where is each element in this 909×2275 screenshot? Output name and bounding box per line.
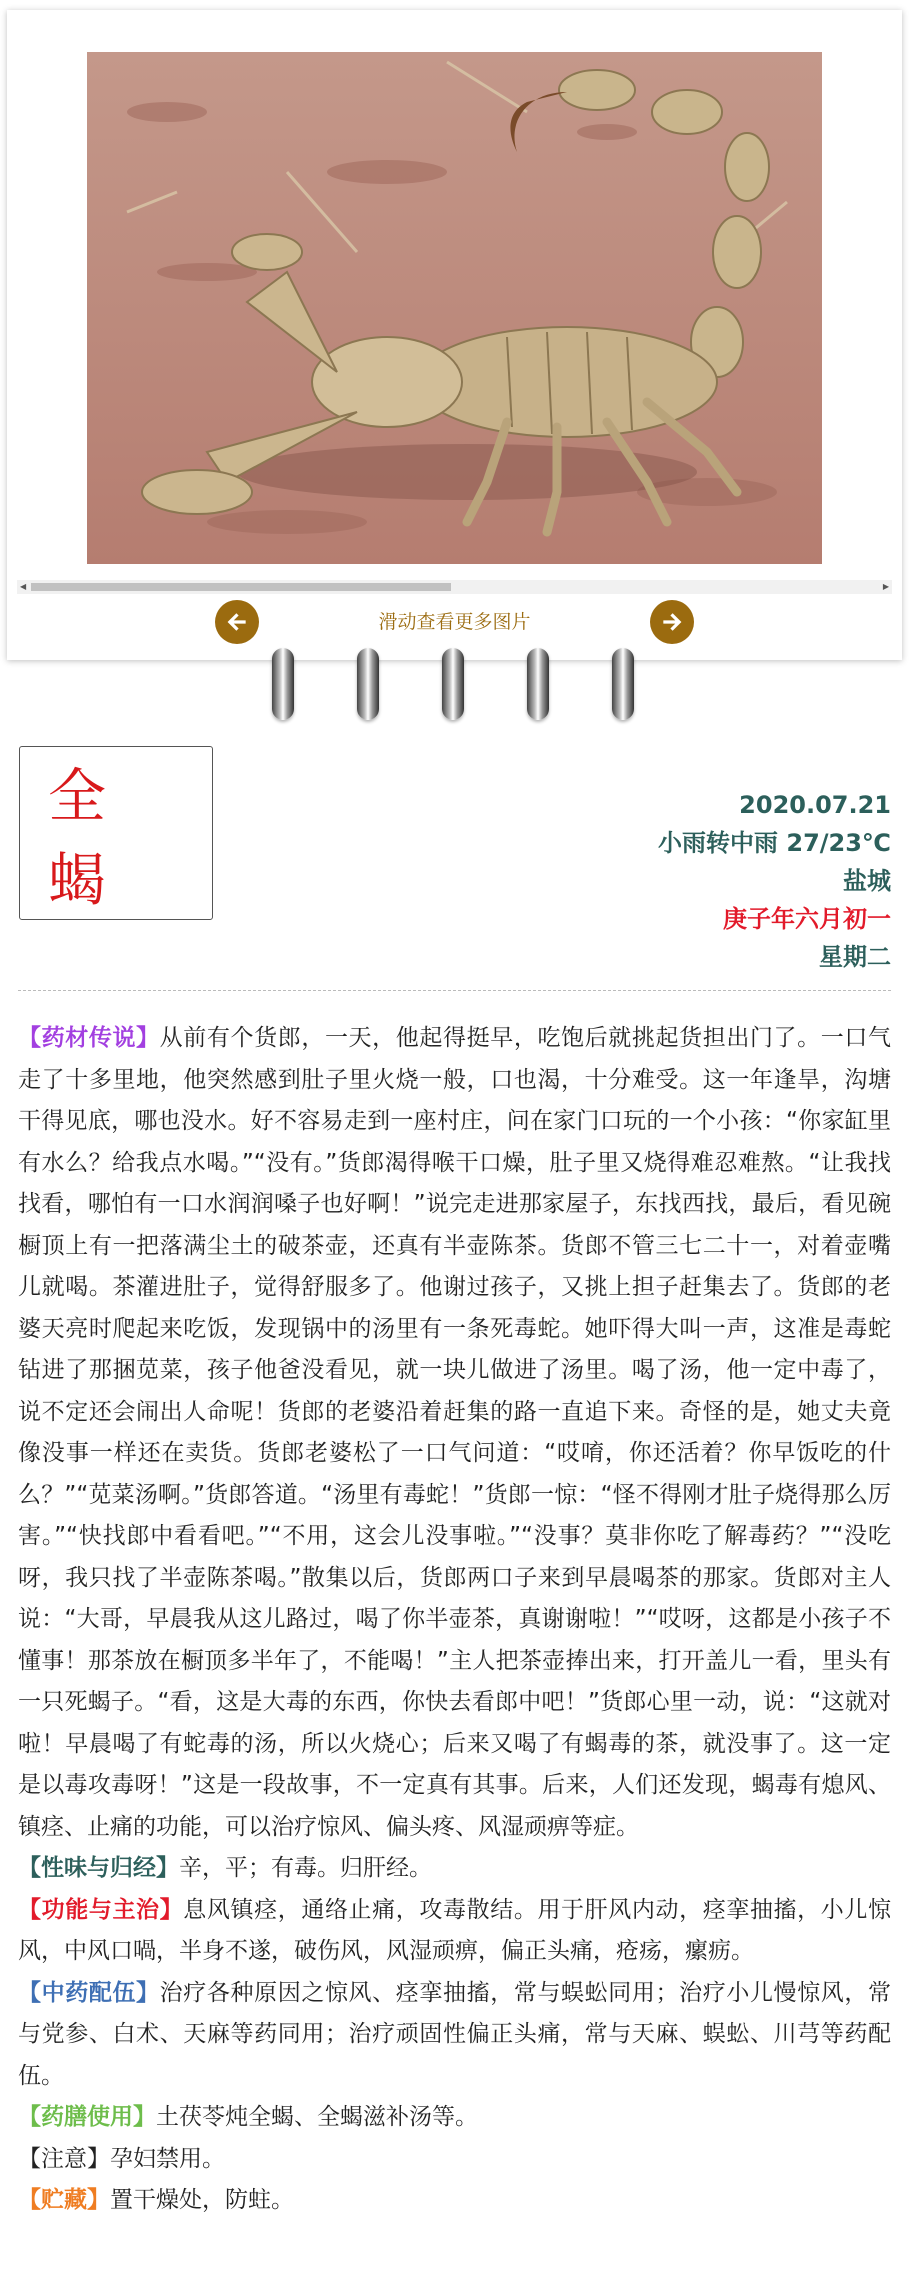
binder-ring (527, 648, 549, 720)
binder-ring (272, 648, 294, 720)
arrow-right-icon (659, 609, 685, 635)
horizontal-scrollbar[interactable] (17, 580, 892, 594)
section-body: 孕妇禁用。 (110, 2145, 225, 2172)
prev-image-button[interactable] (215, 600, 259, 644)
section-body: 辛，平；有毒。归肝经。 (179, 1855, 432, 1881)
date-text: 2020.07.21 (739, 791, 891, 819)
weather-text: 小雨转中雨 27/23℃ (658, 829, 891, 857)
section-tag: 【性味与归经】 (18, 1855, 179, 1881)
section-caution (18, 2139, 891, 2181)
binder-ring (442, 648, 464, 720)
binder-rings (0, 648, 909, 728)
scroll-right-arrow-icon[interactable]: ▶ (882, 582, 889, 591)
scorpion-photo (87, 52, 822, 564)
dashed-divider (18, 990, 891, 991)
seal-stamp-text: 全蝎 (48, 762, 135, 914)
section-tag: 【功能与主治】 (18, 1896, 184, 1923)
city-text: 盐城 (843, 867, 891, 895)
section-body: 从前有个货郎，一天，他起得挺早，吃饱后就挑起货担出门了。一口气走了十多里地，他突然感到肚子里火烧一般，口也渴，十分难受。这一年逢旱，沟塘干得见底，哪也没水。好不容易走到一座村庄，问在家门口玩的一个小孩：“你家缸里有水么？给我点水喝。”“没有。”货郎渴得喉干口燥，肚子里又烧得难忍难熬。“让我找找看，哪怕有一口水润润嗓子也好啊！”说完走进那家屋子，东找西找，最后，看见碗橱顶上有一把落满尘土的破茶壶，还真有半壶陈茶。货郎不管三七二十一，对着壶嘴儿就喝。茶灌进肚子，觉得舒服多了。他谢过孩子，又挑上担子赶集去了。货郎的老婆天亮时爬起来吃饭，发现锅中的汤里有一条死毒蛇。她吓得大叫一声，这准是毒蛇钻进了那捆苋菜，孩子他爸没看见，就一块儿做进了汤里。喝了汤，他一定中毒了，说不定还会闹出人命呢！货郎的老婆沿着赶集的路一直追下来。奇怪的是，她丈夫竟像没事一样还在卖货。货郎老婆松了一口气问道：“哎唷，你还活着？你早饭吃的什么？”“苋菜汤啊。”货郎答道。“汤里有毒蛇！”货郎一惊：“怪不得刚才肚子烧得那么厉害。”“快找郎中看看吧。”“不用，这会儿没事啦。”“没事？莫非你吃了解毒药？”“没吃呀，我只找了半壶陈茶喝。”散集以后，货郎两口子来到早晨喝茶的那家。货郎对主人说：“大哥，早晨我从这儿路过，喝了你半壶茶，真谢谢啦！”“哎呀，这都是小孩子不懂事！那茶放在橱顶多半年了，不能喝！”主人把茶壶捧出来，打开盖儿一看，里头有一只死蝎子。“看，这是大毒的东西，你快去看郎中吧！”货郎心里一动，说：“这就对啦！早晨喝了有蛇毒的汤，所以火烧心；后来又喝了有蝎毒的茶，就没事了。这一定是以毒攻毒呀！”这是一段故事，不一定真有其事。后来，人们还发现，蝎毒有熄风、镇痉、止痛的功能，可以治疗惊风、偏头疼、风湿顽痹等症。 (18, 1025, 892, 1840)
section-pairing (18, 1973, 891, 2098)
section-body: 土茯苓炖全蝎、全蝎滋补汤等。 (156, 2104, 478, 2130)
section-diet (18, 2097, 891, 2139)
lunar-date-text: 庚子年六月初一 (723, 905, 891, 933)
section-body: 置干燥处，防蛀。 (110, 2187, 294, 2213)
swipe-hint: 滑动查看更多图片 (378, 611, 531, 633)
binder-ring (357, 648, 379, 720)
section-body: 息风镇痉，通络止痛，攻毒散结。用于肝风内动，痉挛抽搐，小儿惊风，中风口喎，半身不遂，破伤风，风湿顽痹，偏正头痛，疮疡，瘰疬。 (18, 1896, 892, 1964)
binder-ring (612, 648, 634, 720)
article-body (18, 1018, 891, 2222)
section-tag: 【注意】 (18, 2145, 110, 2172)
section-tag: 【药膳使用】 (18, 2104, 156, 2130)
section-storage (18, 2180, 891, 2222)
arrow-left-icon (224, 609, 250, 635)
next-image-button[interactable] (650, 600, 694, 644)
section-tag: 【贮藏】 (18, 2187, 110, 2213)
date-info (471, 786, 891, 976)
scroll-left-arrow-icon[interactable]: ◀ (20, 582, 27, 591)
image-gallery (7, 10, 902, 660)
section-body: 治疗各种原因之惊风、痉挛抽搐，常与蜈蚣同用；治疗小儿慢惊风，常与党参、白术、天麻等药同用；治疗顽固性偏正头痛，常与天麻、蜈蚣、川芎等药配伍。 (18, 1979, 892, 2089)
scroll-thumb[interactable] (31, 583, 451, 591)
section-nature (18, 1848, 891, 1890)
section-tag: 【中药配伍】 (18, 1979, 160, 2006)
weekday-text: 星期二 (819, 943, 891, 971)
section-function (18, 1890, 891, 1973)
seal-stamp (19, 746, 213, 920)
section-legend (18, 1018, 891, 1848)
section-tag: 【药材传说】 (18, 1025, 160, 1051)
